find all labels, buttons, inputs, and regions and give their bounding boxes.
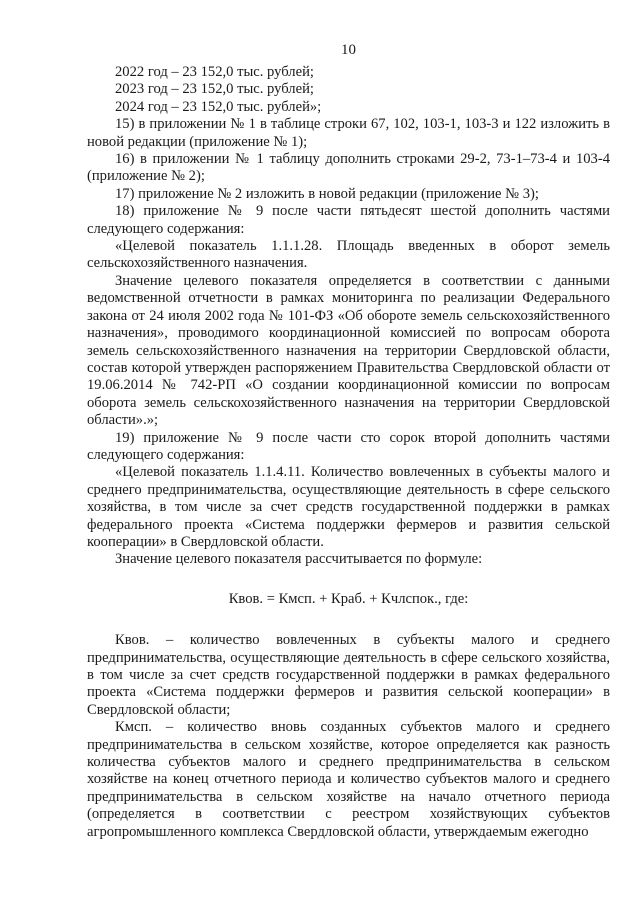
paragraph-year-2024: 2024 год – 23 152,0 тыс. рублей»; xyxy=(115,98,322,115)
paragraph-indicator-value-description: Значение целевого показателя определяется в соответствии с данными ведомственной отчетности в рамках мониторинга по реализации Федерального закона от 24 июля 2002 года № 101-ФЗ «Об обороте земель сельскохозяйственного назначения», проводимого координационной комиссией по вопросам оборота земель сельскохозяйственного назначения на территории Свердловской области, состав которой утвержден распоряжением Правительства Свердловской области от 19.06.2014 № 742-РП «О создании координационной комиссии по вопросам оборота земель сельскохозяйственного назначения на территории Свердловской области».»; xyxy=(87,272,610,429)
paragraph-formula-intro: Значение целевого показателя рассчитывается по формуле: xyxy=(115,551,483,568)
paragraph-kmsp-definition: Кмсп. – количество вновь созданных субъектов малого и среднего предпринимательства в сельском хозяйстве, которое определяется как разность количества субъектов малого и среднего предпринимательства в сельском хозяйстве на конец отчетного периода и количество субъектов малого и среднего предпринимательства в сельском хозяйстве на начало отчетного периода (определяется в соответствии с реестром хозяйствующих субъектов агропромышленного комплекса Свердловской области, утверждаемым ежегодно xyxy=(87,719,610,840)
page-number: 10 xyxy=(341,42,356,58)
paragraph-year-2022: 2022 год – 23 152,0 тыс. рублей; xyxy=(115,64,314,80)
paragraph-year-2023: 2023 год – 23 152,0 тыс. рублей; xyxy=(115,81,314,98)
paragraph-kvov-definition: Квов. – количество вовлеченных в субъекты малого и среднего предпринимательства, осуществляющие деятельность в сфере сельского хозяйства, в том числе за счет средств государственной поддержки в рамках федерального проекта «Система поддержки фермеров и развития сельской кооперации» в Свердловской области; xyxy=(87,632,610,718)
paragraph-item-15: 15) в приложении № 1 в таблице строки 67, 102, 103-1, 103-3 и 122 изложить в новой редакции (приложение № 1); xyxy=(87,116,610,150)
paragraph-item-17: 17) приложение № 2 изложить в новой редакции (приложение № 3); xyxy=(115,185,539,202)
paragraph-item-18: 18) приложение № 9 после части пятьдесят шестой дополнить частями следующего содержания: xyxy=(87,203,610,237)
paragraph-item-19: 19) приложение № 9 после части сто сорок второй дополнить частями следующего содержания: xyxy=(87,429,610,463)
paragraph-item-16: 16) в приложении № 1 таблицу дополнить строками 29-2, 73-1–73-4 и 103-4 (приложение № 2); xyxy=(87,151,610,185)
paragraph-indicator-1-1-4-11: «Целевой показатель 1.1.4.11. Количество вовлеченных в субъекты малого и среднего предпринимательства, осуществляющие деятельность в сфере сельского хозяйства, в том числе за счет средств государственной поддержки в рамках федерального проекта «Система поддержки фермеров и развития сельской кооперации» в Свердловской области. xyxy=(87,464,610,550)
paragraph-indicator-1-1-1-28: «Целевой показатель 1.1.1.28. Площадь введенных в оборот земель сельскохозяйственного назначения. xyxy=(87,238,610,272)
formula: Квов. = Кмсп. + Краб. + Кчлспок., где: xyxy=(228,590,469,607)
